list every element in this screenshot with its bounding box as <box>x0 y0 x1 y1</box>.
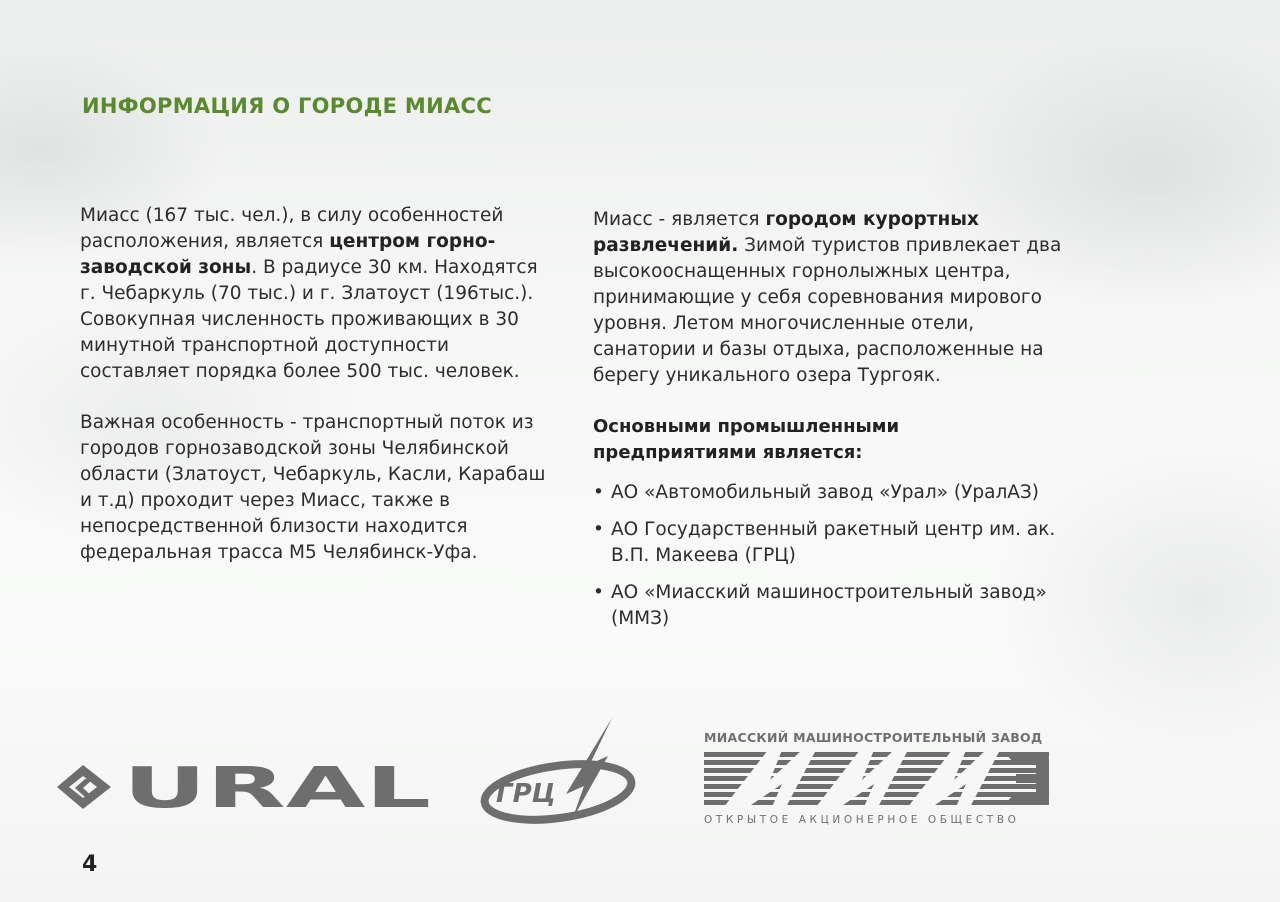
grc-logo-mark <box>480 716 640 824</box>
city-overview-paragraph: Миасс (167 тыс. чел.), в силу особенностей расположения, является центром горно-заводской зоны. В радиусе 30 км. Находятся г. Чебаркуль (70 тыс.) и г. Златоуст (196тыс.). Совокупная численность проживающих в 30 минутной транспортной доступности составляет порядка более 500 тыс. человек. <box>80 205 538 382</box>
resort-paragraph: Миасс - является городом курортных развлечений. Зимой туристов привлекает два высокооснащенных горнолыжных центра, принимающие у себя соревнования мирового уровня. Летом многочисленные отели, санатории и базы отдыха, расположенные на берегу уникального озера Тургояк. <box>593 209 1062 386</box>
list-item: • АО Государственный ракетный центр им. ак. В.П. Макеева (ГРЦ) <box>593 517 1063 569</box>
enterprise-list <box>593 480 1063 632</box>
mmz-logo-mark <box>704 750 1049 810</box>
mmz-logo-title: МИАССКИЙ МАШИНОСТРОИТЕЛЬНЫЙ ЗАВОД <box>704 730 1043 745</box>
mmz-logo-subtitle: ОТКРЫТОЕ АКЦИОНЕРНОЕ ОБЩЕСТВО <box>704 814 1020 826</box>
ural-logo-mark <box>55 762 435 812</box>
mmz-logo <box>704 730 1049 830</box>
list-item: • АО «Миасский машиностроительный завод» (ММЗ) <box>593 580 1063 632</box>
industry-heading: Основными промышленными предприятиями является: <box>593 416 900 463</box>
page-title: ИНФОРМАЦИЯ О ГОРОДЕ МИАСС <box>82 94 492 118</box>
transport-paragraph: Важная особенность - транспортный поток из городов горнозаводской зоны Челябинской области (Златоуст, Чебаркуль, Касли, Карабаш и т.д) проходит через Миасс, также в непосредственной близости находится федеральная трасса М5 Челябинск-Уфа. <box>80 412 546 563</box>
grc-logo-text: ГРЦ <box>496 779 556 809</box>
ural-logo-text: URAL <box>123 762 431 812</box>
right-column <box>593 207 1063 643</box>
left-column <box>80 203 550 591</box>
page-number: 4 <box>82 852 98 877</box>
list-item: • АО «Автомобильный завод «Урал» (УралАЗ) <box>593 480 1063 506</box>
grc-logo <box>480 716 640 824</box>
ural-logo <box>55 762 435 812</box>
